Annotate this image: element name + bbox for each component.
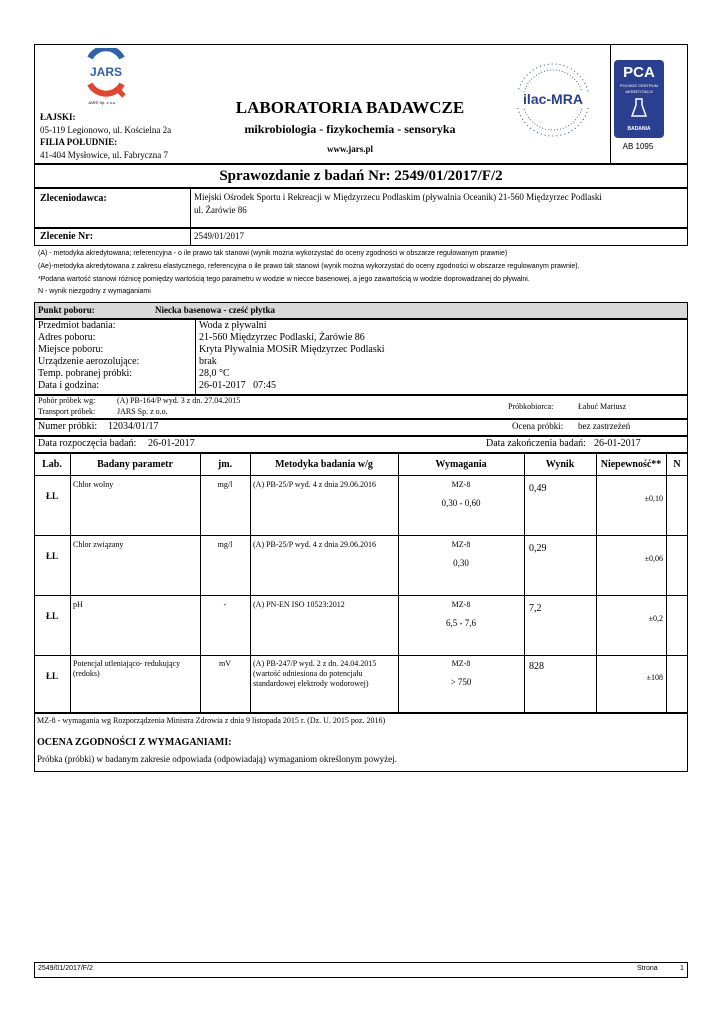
branch2-label: FILIA POŁUDNIE:	[40, 137, 118, 147]
evaluation-value: bez zastrzeżeń	[578, 421, 631, 431]
field-label-datetime: Data i godzina:	[38, 380, 100, 391]
field-value-datetime: 26-01-2017 07:45	[199, 380, 276, 391]
table-row-4-lab: ŁL	[45, 671, 58, 681]
sample-no-value: 12034/01/17	[108, 421, 159, 432]
table-row-4-uncertainty: ±108	[646, 673, 663, 682]
order-box	[34, 228, 688, 246]
field-label-address: Adres poboru:	[38, 332, 96, 343]
table-row-2-param: Chlor związany	[73, 540, 124, 549]
transport-label: Transport próbek:	[38, 407, 96, 416]
conformity-text: Próbka (próbki) w badanym zakresie odpowiada (odpowiadają) wymaganiom określonym powyżej.	[37, 754, 397, 764]
ilac-mra-logo	[510, 60, 596, 140]
pca-subtext-3: BADANIA	[627, 126, 651, 132]
sampler-value: Łabuć Mariusz	[578, 402, 627, 411]
report-title: Sprawozdanie z badań Nr: 2549/01/2017/F/2	[219, 168, 503, 184]
lab-title: LABORATORIA BADAWCZE	[235, 98, 465, 117]
table-row-1-param: Chlor wolny	[73, 480, 114, 489]
transport-value: JARS Sp. z o.o.	[117, 407, 168, 416]
jars-logo	[82, 48, 130, 100]
table-row-2-method: (A) PB-25/P wyd. 4 z dnia 29.06.2016	[253, 540, 377, 549]
table-row-4-param: Potencjał utleniająco- redukujący (redoks)	[73, 659, 181, 678]
col-header-n: N	[673, 459, 681, 470]
footer-page-number: 1	[680, 965, 684, 972]
table-row-4-method: (A) PB-247/P wyd. 2 z dn. 24.04.2015 (wartość odniesiona do potencjału standardowej elektrody wodorowej)	[253, 659, 377, 688]
pca-subtext-2: AKREDYTACJI	[625, 89, 653, 94]
client-line1: Miejski Ośrodek Sportu i Rekreacji w Międzyrzecu Podlaskim (pływalnia Oceanik) 21-560 Międzyrzec Podlaski	[194, 192, 602, 202]
col-header-unit: jm.	[217, 459, 233, 470]
website: www.jars.pl	[326, 144, 373, 154]
table-row-3-req-value: 6,5 - 7,6	[446, 618, 476, 628]
col-header-requirements: Wymagania	[435, 459, 487, 470]
table-row-3-method: (A) PN-EN ISO 10523:2012	[253, 600, 345, 609]
footer-report-number: 2549/01/2017/F/2	[38, 965, 93, 972]
branch1-label: ŁAJSKI:	[40, 112, 76, 122]
table-row-4-result: 828	[529, 661, 544, 672]
page-footer	[34, 962, 688, 978]
table-row-2-uncertainty: ±0,06	[644, 554, 663, 563]
ilac-text: ilac-MRA	[523, 91, 583, 107]
field-label-aerosol: Urządzenie aerozolujące:	[38, 356, 140, 367]
order-value: 2549/01/2017	[194, 231, 245, 241]
table-row-2-lab: ŁL	[45, 551, 58, 561]
note-1: (A) - metodyka akredytowana; referencyjna - o ile prawo tak stanowi (wynik można wykorzystać do oceny zgodności w obszarze regulowanym prawnie)	[38, 250, 508, 257]
sampling-point-label: Punkt poboru:	[38, 305, 95, 315]
table-row-1-req-value: 0,30 - 0,60	[441, 498, 481, 508]
table-row-3-unit: -	[223, 600, 227, 609]
table-row-3-result: 7,2	[529, 603, 542, 614]
footer-page-label: Strona	[637, 965, 658, 972]
table-row-3-lab: ŁL	[45, 611, 58, 621]
pca-subtext-1: POLSKIE CENTRUM	[619, 83, 659, 88]
table-row-4-req-value: > 750	[450, 677, 472, 687]
field-label-temp: Temp. pobranej próbki:	[38, 368, 132, 379]
sampling-by-label: Pobór próbek wg:	[38, 396, 96, 405]
field-label-place: Miejsce poboru:	[38, 344, 104, 355]
note-4: N - wynik niezgodny z wymaganiami	[38, 288, 151, 295]
field-value-aerosol: brak	[199, 356, 217, 367]
table-row-1-lab: ŁL	[45, 491, 58, 501]
col-header-lab: Lab.	[42, 459, 62, 470]
table-row-1-uncertainty: ±0,10	[644, 494, 663, 503]
start-date-label: Data rozpoczęcia badań:	[38, 438, 137, 449]
table-row-3-uncertainty: ±0,2	[648, 614, 663, 623]
accreditation-number: AB 1095	[622, 142, 654, 151]
logo-text: JARS	[89, 65, 122, 79]
pca-logo	[614, 60, 664, 138]
col-header-uncertainty: Niepewność**	[600, 459, 662, 470]
sampling-point-value: Niecka basenowa - cześć płytka	[155, 305, 275, 315]
sample-no-label: Numer próbki:	[38, 421, 98, 432]
table-row-1-req-code: MZ-8	[451, 480, 471, 489]
lab-subtitle: mikrobiologia - fizykochemia - sensoryka	[244, 122, 456, 136]
field-value-subject: Woda z pływalni	[199, 320, 267, 331]
col-header-param: Badany parametr	[97, 459, 173, 470]
table-row-1-method: (A) PB-25/P wyd. 4 z dnia 29.06.2016	[253, 480, 377, 489]
conformity-title: OCENA ZGODNOŚCI Z WYMAGANIAMI:	[37, 737, 232, 748]
table-row-2-req-value: 0,30	[453, 558, 469, 568]
table-row-2-unit: mg/l	[217, 540, 233, 549]
client-label: Zleceniodawca:	[40, 193, 107, 204]
sampling-by-value: (A) PB-164/P wyd. 3 z dn. 27.04.2015	[117, 396, 241, 405]
sampler-label: Próbkobiorca:	[508, 402, 554, 411]
sampling-point-header	[34, 302, 688, 319]
logo-subtext: JARS Sp. z o.o.	[88, 100, 117, 105]
field-value-temp: 28,0 °C	[199, 368, 230, 379]
branch2-address: 41-404 Mysłowice, ul. Fabryczna 7	[40, 150, 168, 160]
table-row-1-unit: mg/l	[217, 480, 233, 489]
table-row-4-unit: mV	[219, 659, 231, 668]
regulation-note: MZ-8 - wymagania wg Rozporządzenia Ministra Zdrowia z dnia 9 listopada 2015 r. (Dz. U. 2015 poz. 2016)	[37, 716, 386, 725]
branch1-address: 05-119 Legionowo, ul. Kościelna 2a	[40, 125, 172, 135]
end-date-label: Data zakończenia badań:	[486, 438, 586, 449]
note-3: *Podana wartość stanowi różnicę pomiędzy wartością tego parametru w wodzie w niecce basenowej, a jego zawartością w wodzie doprowadzanej do pływalni.	[38, 276, 530, 283]
field-label-subject: Przedmiot badania:	[38, 320, 116, 331]
table-row-3-req-code: MZ-8	[451, 600, 471, 609]
table-row-4-req-code: MZ-8	[451, 659, 471, 668]
col-header-method: Metodyka badania w/g	[275, 459, 373, 470]
field-value-place: Kryta Pływalnia MOSiR Międzyrzec Podlaski	[199, 344, 385, 355]
client-line2: ul. Żarówie 86	[194, 205, 247, 215]
start-date-value: 26-01-2017	[148, 438, 195, 449]
order-label: Zlecenie Nr:	[40, 231, 94, 242]
evaluation-label: Ocena próbki:	[512, 421, 564, 431]
field-value-address: 21-560 Międzyrzec Podlaski, Żarówie 86	[199, 332, 365, 343]
pca-flask-icon	[631, 98, 647, 118]
table-row-3-param: pH	[73, 600, 83, 609]
table-row-2-req-code: MZ-8	[451, 540, 471, 549]
note-2: (Ae)-metodyka akredytowana z zakresu elastycznego, referencyjna o ile prawo tak stanowi (wynik można wykorzystać do oceny zgodności w obszarze regulowanym prawnie).	[38, 263, 580, 270]
table-row-1-result: 0,49	[529, 483, 547, 494]
pca-text: PCA	[623, 64, 655, 81]
col-header-result: Wynik	[545, 459, 575, 470]
end-date-value: 26-01-2017	[594, 438, 641, 449]
table-row-2-result: 0,29	[529, 543, 547, 554]
